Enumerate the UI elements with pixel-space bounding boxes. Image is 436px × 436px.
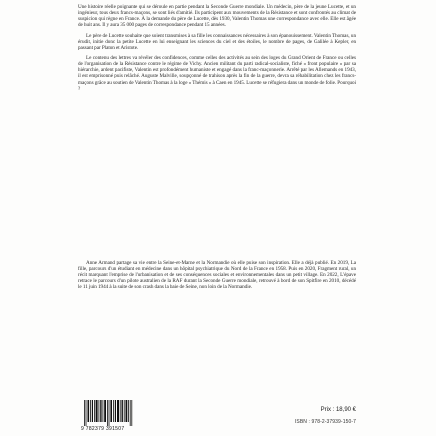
- synopsis-paragraph-2: Le père de Lucette souhaite que soient transmises à sa fille les connaissances nécessaires à son épanouissement. Valentin Thomas, un érudit, initie donc la petite Lucette en lui enseignant les sciences du ciel et des étoiles, le nombre de pages, de Galilée à Kepler, en passant par Platon et Aristote.: [78, 32, 356, 51]
- synopsis-paragraph-1: Une histoire réelle poignante qui se déroule en partie pendant la Seconde Guerre mondiale. Un médecin, père de la jeune Lucette, et un ingénieur, tous deux francs-maçons, se sont liés d'amitié. Ils participent aux mouvements de la Résistance et sont confrontés au climat de suspicion qui règne en France. À la demande du père de Lucette, dès 1930, Valentin Thomas une correspondance avec elle. Elle est âgée de huit ans. Il y aura 35 000 pages de correspondance pendant 15 années.: [78, 4, 356, 29]
- author-bio-paragraph: Anne Armand partage sa vie entre la Seine-et-Marne et la Normandie où elle puise son inspiration. Elle a déjà publié. En 2019, La fille, parcours d'un étudiant en médecine dans un hôpital psychiatrique du Nord de la France en 1958. Puis en 2020, Fragment rural, un récit marquant l'emprise de l'urbanisation et de ses conséquences sociales et environnementales dans un petit village. En 2022, L'épave retrace le parcours d'un pilote australien de la RAF durant la Seconde Guerre mondiale, retrouvé à bord de son Spitfire en 2010, décédé le 11 juin 1944 à la suite de son crash dans la baie de Seine, non loin de la Normandie.: [78, 260, 356, 291]
- synopsis-paragraph-3: Le contenu des lettres va révéler des confidences, comme celles des activités au sein des loges du Grand Orient de France ou celles de l'organisation de la Résistance contre le régime de Vichy. Ancien militant du parti radical-socialiste, fiché « front populaire » par sa hiérarchie, ardent pacifiste, Valentin est profondément humaniste et engagé dans la franc-maçonnerie. Arrêté par les Allemands en 1943, il est emprisonné puis relâché. Auguste Malville, soupçonné de trahison après la fin de la guerre, devra sa réhabilitation chez les francs-maçons grâce au soutien de Valentin Thomas à la loge « Thémis » à Caen en 1945. Lucette se réfugiera dans un monde de folie. Pourquoi ?: [78, 55, 356, 92]
- barcode-icon: [81, 400, 137, 426]
- barcode: [81, 400, 137, 434]
- barcode-number: 9 782379 391507: [81, 426, 125, 432]
- author-bio: [78, 260, 356, 292]
- isbn-label: ISBN : 978-2-37939-150-7: [294, 419, 356, 425]
- synopsis-text: [78, 4, 356, 93]
- price-label: Prix : 18,90 €: [320, 407, 356, 413]
